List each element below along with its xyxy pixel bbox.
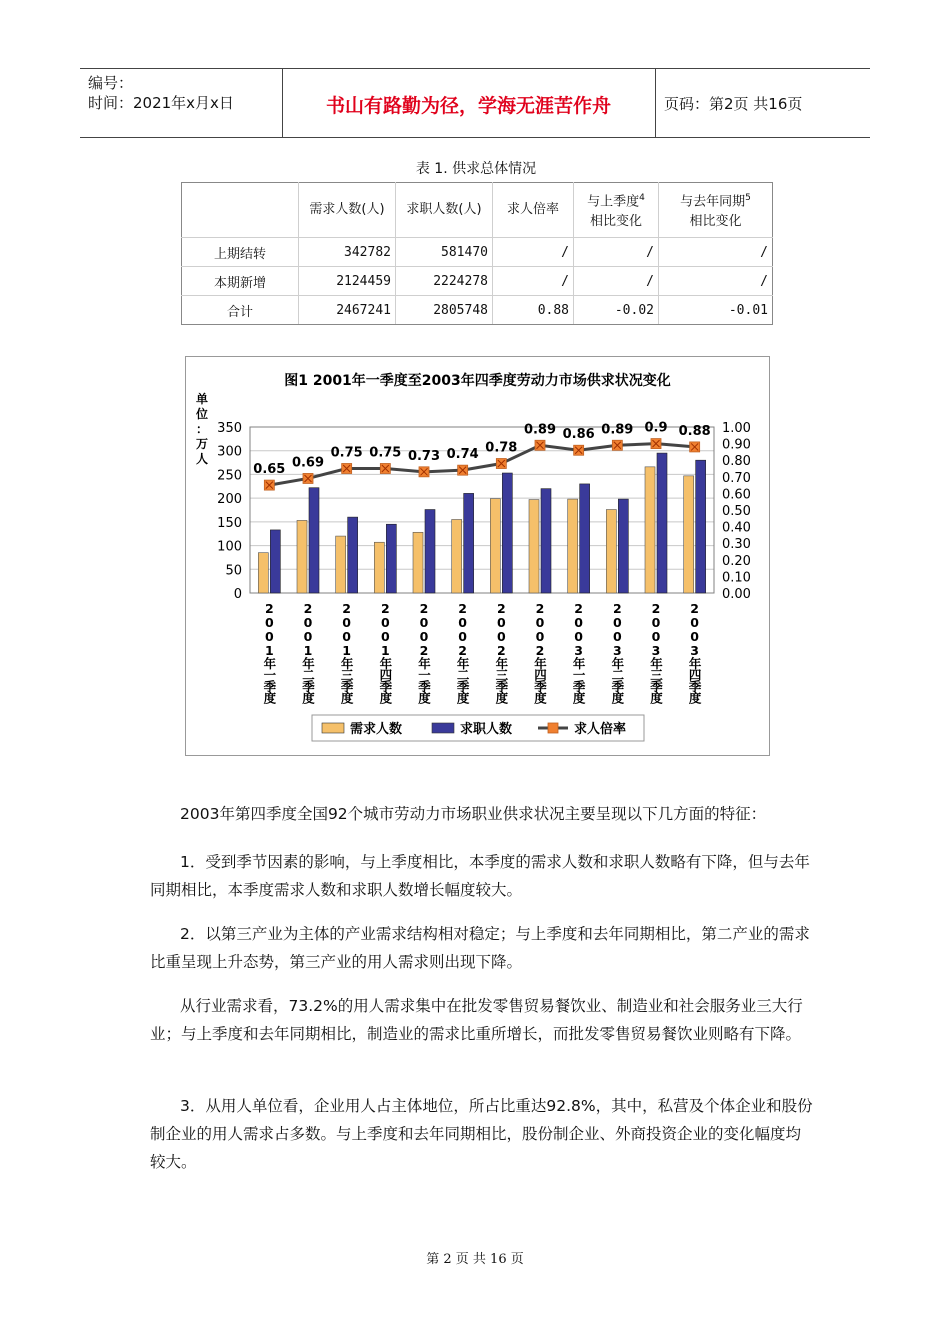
header-motto: 书山有路勤为径，学海无涯苦作舟 [325,95,611,117]
ratio-data-label: 0.74 [446,447,479,463]
y2-tick-label: 0.70 [722,470,751,486]
supply-demand-table [181,182,773,325]
y2-tick-label: 0.00 [722,587,751,602]
bar-supply [618,499,628,593]
bar-demand [606,510,616,593]
y-tick-label: 100 [217,539,242,555]
legend-swatch [322,723,344,733]
x-tick-label: 2001年三季度 [339,601,355,703]
page-header [80,68,870,138]
bar-supply [580,484,590,593]
row-label: 合计 [182,296,299,325]
demand-cell: 2124459 [299,267,396,296]
y-axis-label: 万 [196,437,209,451]
supply-cell: 2805748 [396,296,493,325]
paragraph-1: 1．受到季节因素的影响，与上季度相比，本季度的需求人数和求职人数略有下降，但与去年同期相比，本季度需求人数和求职人数增长幅度较大。 [150,853,810,899]
y-axis-label: ： [196,422,209,436]
bar-supply [541,489,551,593]
x-tick-label: 2001年二季度 [300,601,316,703]
ratio-data-label: 0.78 [485,440,518,456]
table-header-cell [659,183,773,238]
y-axis-label: 单 [196,392,209,406]
ratio-data-label: 0.73 [407,448,441,464]
y-tick-label: 0 [233,587,242,602]
bar-supply [270,530,280,593]
y2-tick-label: 0.20 [722,553,751,569]
table-header-cell: 求人倍率 [493,183,574,238]
combo-chart [186,357,769,755]
x-tick-label: 2003年三季度 [648,601,664,703]
date-label: 时间：2021年x月x日 [88,94,234,112]
bar-supply [696,460,706,593]
legend-label: 求人倍率 [574,722,627,737]
plot-frame [250,427,714,593]
ratio-cell: 0.88 [493,296,574,325]
bar-supply [502,473,512,593]
paragraph-3: 3．从用人单位看，企业用人占主体地位，所占比重达92.8%，其中，私营及个体企业和股份制企业的用人需求占多数。与上季度和去年同期相比，股份制企业、外商投资企业的变化幅度均较大。 [150,1097,813,1171]
table-row [182,267,773,296]
bar-supply [464,493,474,593]
y2-tick-label: 0.10 [722,570,751,586]
ratio-data-label: 0.75 [330,445,363,461]
paragraph-2: 2．以第三产业为主体的产业需求结构相对稳定；与上季度和去年同期相比，第二产业的需求比重呈现上升态势，第三产业的用人需求则出现下降。 [150,925,810,971]
y-tick-label: 350 [217,421,242,436]
x-tick-label: 2002年三季度 [493,601,509,703]
bar-demand [452,519,462,593]
y-axis-label: 人 [196,452,209,466]
y-tick-label: 250 [217,468,242,484]
header-line: 与去年同期 [680,194,746,210]
y2-tick-label: 0.80 [722,454,751,470]
x-tick-label: 2003年二季度 [609,601,625,703]
table-row [182,296,773,325]
demand-cell: 2467241 [299,296,396,325]
header-line: 相比变化 [589,214,642,230]
table-header-cell [182,183,299,238]
y-tick-label: 50 [225,563,242,579]
y2-tick-label: 0.50 [722,504,751,519]
qoq-cell: / [574,238,659,267]
bar-demand [258,553,268,593]
x-tick-label: 2002年四季度 [532,601,548,703]
yoy-cell: / [659,267,773,296]
x-tick-label: 2003年一季度 [571,601,587,703]
legend-label: 需求人数 [350,722,403,737]
legend-label: 求职人数 [460,722,513,737]
table-header-cell: 求职人数(人) [396,183,493,238]
footnote-mark: 4 [639,192,645,203]
header-line: 与上季度 [587,194,640,210]
yoy-cell: / [659,238,773,267]
y2-tick-label: 1.00 [722,421,751,436]
bar-supply [386,524,396,593]
table-title: 表 1. 供求总体情况 [415,161,537,177]
legend-swatch [432,723,454,733]
bar-demand [297,520,307,593]
y2-tick-label: 0.40 [722,520,751,536]
legend-marker [548,723,558,733]
row-label: 上期结转 [182,238,299,267]
ratio-cell: / [493,238,574,267]
yoy-cell: -0.01 [659,296,773,325]
chart-figure [185,356,770,756]
y-tick-label: 150 [217,515,242,531]
chart-title: 图1 2001年一季度至2003年四季度劳动力市场供求状况变化 [284,373,671,389]
bar-demand [529,500,539,593]
qoq-cell: / [574,267,659,296]
qoq-cell: -0.02 [574,296,659,325]
demand-cell: 342782 [299,238,396,267]
y-axis-label: 位 [196,407,209,421]
supply-cell: 2224278 [396,267,493,296]
header-line: 相比变化 [689,214,742,230]
ratio-data-label: 0.89 [601,422,634,438]
y2-tick-label: 0.60 [722,487,751,503]
bar-demand [336,536,346,593]
x-tick-label: 2001年四季度 [377,601,393,703]
bar-demand [413,532,423,593]
footnote-mark: 5 [745,192,751,203]
page-footer: 第 2 页 共 16 页 [426,1252,524,1267]
ratio-data-label: 0.86 [562,427,595,443]
code-label: 编号： [88,74,134,92]
supply-cell: 581470 [396,238,493,267]
x-tick-label: 2001年一季度 [261,601,277,703]
y2-tick-label: 0.30 [722,537,751,553]
table-header-cell [574,183,659,238]
bar-demand [374,542,384,593]
ratio-data-label: 0.88 [678,423,711,439]
y-tick-label: 300 [217,444,242,460]
bar-demand [490,499,500,593]
paragraph-intro: 2003年第四季度全国92个城市劳动力市场职业供求状况主要呈现以下几方面的特征： [180,805,767,823]
table-header-row [182,183,773,238]
ratio-data-label: 0.69 [291,455,325,471]
y2-tick-label: 0.90 [722,437,751,453]
ratio-data-label: 0.9 [644,420,668,436]
x-tick-label: 2002年一季度 [416,601,432,703]
bar-demand [684,476,694,593]
header-divider [655,69,656,137]
row-label: 本期新增 [182,267,299,296]
ratio-data-label: 0.75 [369,445,402,461]
bar-supply [309,488,319,593]
x-tick-label: 2003年四季度 [687,601,703,703]
ratio-cell: / [493,267,574,296]
bar-demand [568,499,578,593]
header-meta [88,73,234,113]
table-row [182,238,773,267]
ratio-data-label: 0.89 [523,422,557,438]
x-tick-label: 2002年二季度 [455,601,471,703]
bar-supply [657,453,667,593]
bar-supply [425,510,435,593]
ratio-data-label: 0.65 [253,462,286,478]
paragraph-industry: 从行业需求看，73.2%的用人需求集中在批发零售贸易餐饮业、制造业和社会服务业三大行业；与上季度和去年同期相比，制造业的需求比重所增长，而批发零售贸易餐饮业则略有下降。 [150,997,803,1043]
bar-supply [348,517,358,593]
y-tick-label: 200 [217,492,242,508]
table-header-cell: 需求人数(人) [299,183,396,238]
bar-demand [645,467,655,593]
header-page-info: 页码：第2页 共16页 [664,95,803,113]
